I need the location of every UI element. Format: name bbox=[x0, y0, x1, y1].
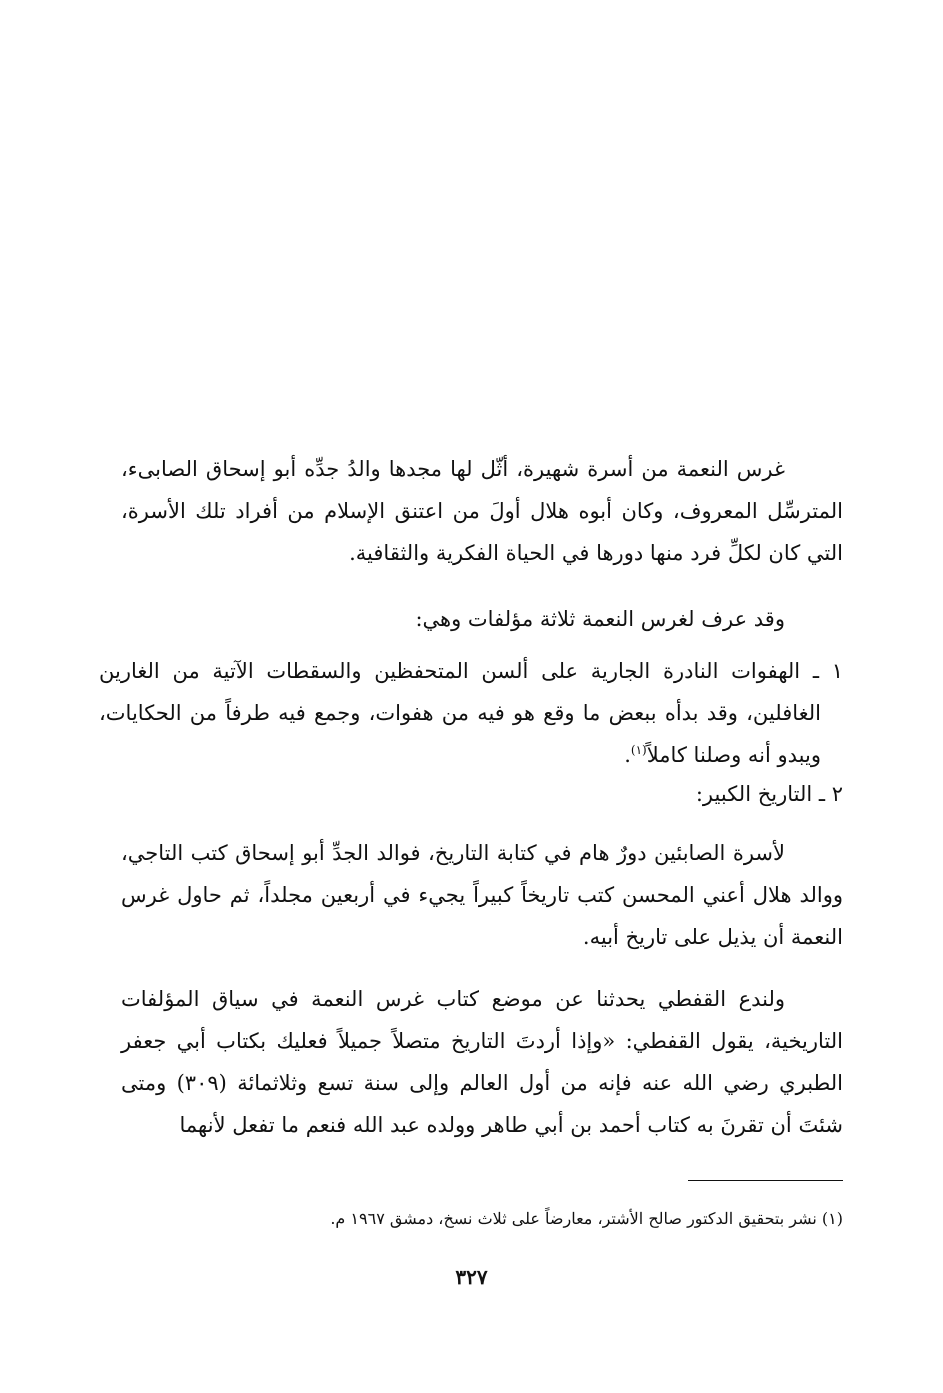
paragraph-sabians: لأسرة الصابئين دورٌ هام في كتابة التاريخ، فوالد الجدِّ أبو إسحاق كتب التاجي، ووالد هلال أعني المحسن كتب تاريخاً كبيراً يجيء في أربعين مجلداً، ثم حاول غرس النعمة أن يذيل على تاريخ أبيه. bbox=[121, 841, 843, 949]
paragraph-qifti: ولندع القفطي يحدثنا عن موضع كتاب غرس النعمة في سياق المؤلفات التاريخية، يقول القفطي: «وإذا أردتَ التاريخ متصلاً جميلاً فعليك بكتاب أبي جعفر الطبري رضي الله عنه فإنه من أول العالم وإلى سنة تسع وثلاثمائة (٣٠٩) ومتى شئتَ أن تقرنَ به كتاب أحمد بن أبي طاهر وولده عبد الله فنعم ما تفعل لأنهما bbox=[121, 987, 843, 1137]
list-item-hafawat-text: ١ ـ الهفوات النادرة الجارية على ألسن المتحفظين والسقطات الآتية من الغارين الغافلين، وقد بدأه ببعض ما وقع هو فيه من هفوات، وجمع فيه طرفاً من الحكايات، ويبدو أنه وصلنا كاملاً bbox=[99, 659, 843, 767]
footnote-divider bbox=[688, 1180, 843, 1181]
list-item-hafawat bbox=[99, 650, 843, 776]
paragraph-intro: غرس النعمة من أسرة شهيرة، أثّل لها مجدها والدُ جدِّه أبو إسحاق الصابىء، المترسِّل المعروف، وكان أبوه هلال أولَ من اعتنق الإسلام من أفراد تلك الأسرة، التي كان لكلِّ فرد منها دورها في الحياة الفكرية والثقافية. bbox=[121, 457, 843, 565]
list-item-tarikh: ٢ ـ التاريخ الكبير: bbox=[695, 782, 843, 806]
list-item-hafawat-end: . bbox=[624, 743, 631, 767]
footnote-marker: (١) bbox=[630, 743, 647, 757]
page-number: ٣٢٧ bbox=[455, 1265, 488, 1289]
paragraph-works-intro: وقد عرف لغرس النعمة ثلاثة مؤلفات وهي: bbox=[415, 607, 785, 631]
footnote: (١) نشر بتحقيق الدكتور صالح الأشتر، معارضاً على ثلاث نسخ، دمشق ١٩٦٧ م. bbox=[330, 1209, 843, 1228]
